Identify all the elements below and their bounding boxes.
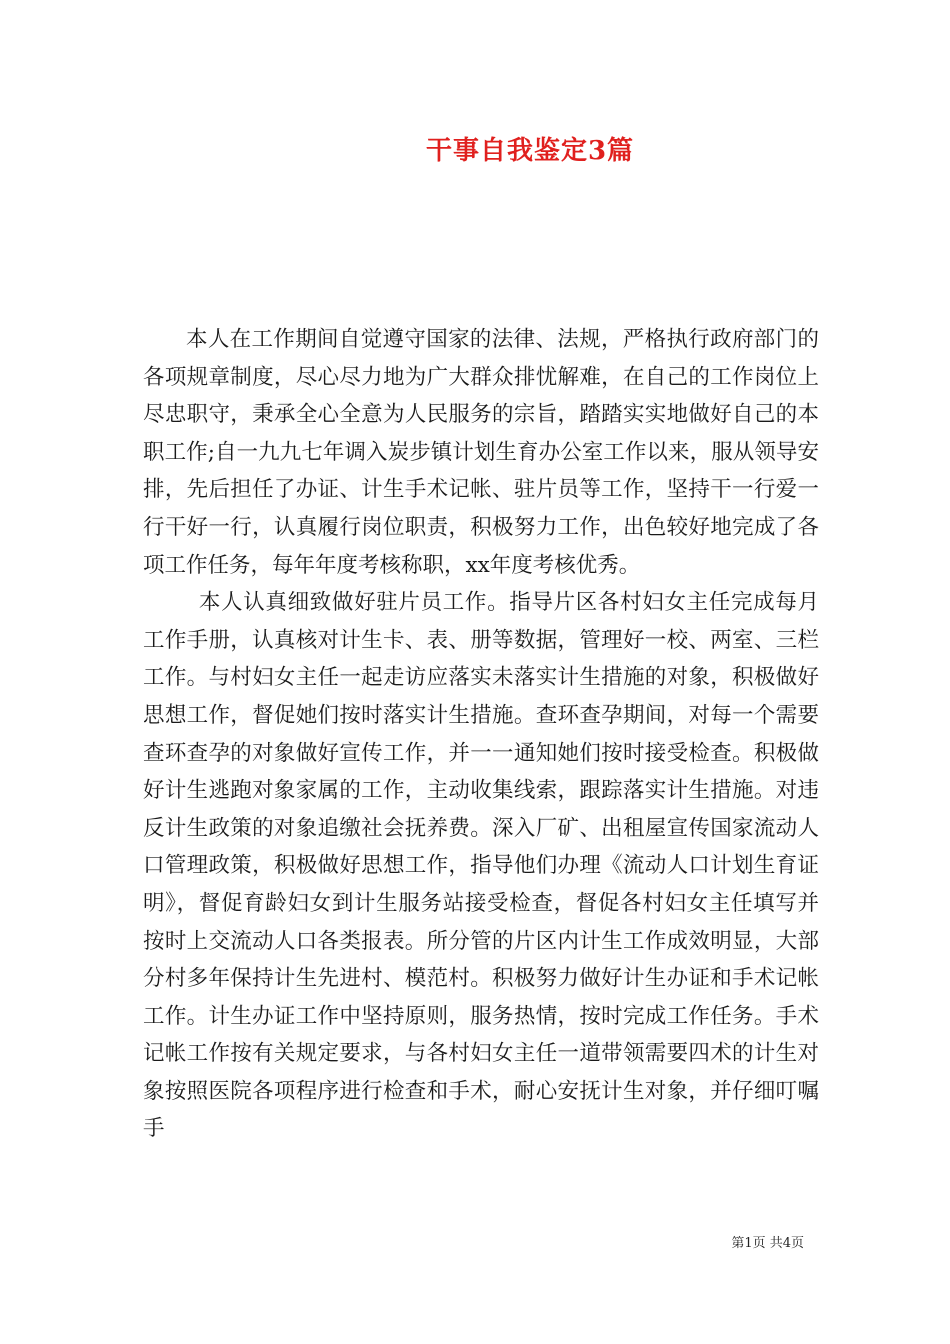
document-body [143, 321, 819, 1148]
paragraph-1: 本人在工作期间自觉遵守国家的法律、法规，严格执行政府部门的各项规章制度，尽心尽力地为广大群众排忧解难，在自己的工作岗位上尽忠职守，秉承全心全意为人民服务的宗旨，踏踏实实地做好自己的本职工作;自一九九七年调入炭步镇计划生育办公室工作以来，服从领导安排，先后担任了办证、计生手术记帐、驻片员等工作，坚持干一行爱一行干好一行，认真履行岗位职责，积极努力工作，出色较好地完成了各项工作任务，每年年度考核称职，xx年度考核优秀。 [143, 327, 819, 578]
document-title: 干事自我鉴定3篇 [425, 136, 635, 166]
page-number-footer: 第1页 共4页 [731, 1236, 804, 1251]
paragraph-2: 本人认真细致做好驻片员工作。指导片区各村妇女主任完成每月工作手册，认真核对计生卡、表、册等数据，管理好一校、两室、三栏工作。与村妇女主任一起走访应落实未落实计生措施的对象，积极做好思想工作，督促她们按时落实计生措施。查环查孕期间，对每一个需要查环查孕的对象做好宣传工作，并一一通知她们按时接受检查。积极做好计生逃跑对象家属的工作，主动收集线索，跟踪落实计生措施。对违反计生政策的对象追缴社会抚养费。深入厂矿、出租屋宣传国家流动人口管理政策，积极做好思想工作，指导他们办理《流动人口计划生育证明》，督促育龄妇女到计生服务站接受检查，督促各村妇女主任填写并按时上交流动人口各类报表。所分管的片区内计生工作成效明显，大部分村多年保持计生先进村、模范村。积极努力做好计生办证和手术记帐工作。计生办证工作中坚持原则，服务热情，按时完成工作任务。手术记帐工作按有关规定要求，与各村妇女主任一道带领需要四术的计生对象按照医院各项程序进行检查和手术，耐心安抚计生对象，并仔细叮嘱手 [143, 590, 819, 1142]
